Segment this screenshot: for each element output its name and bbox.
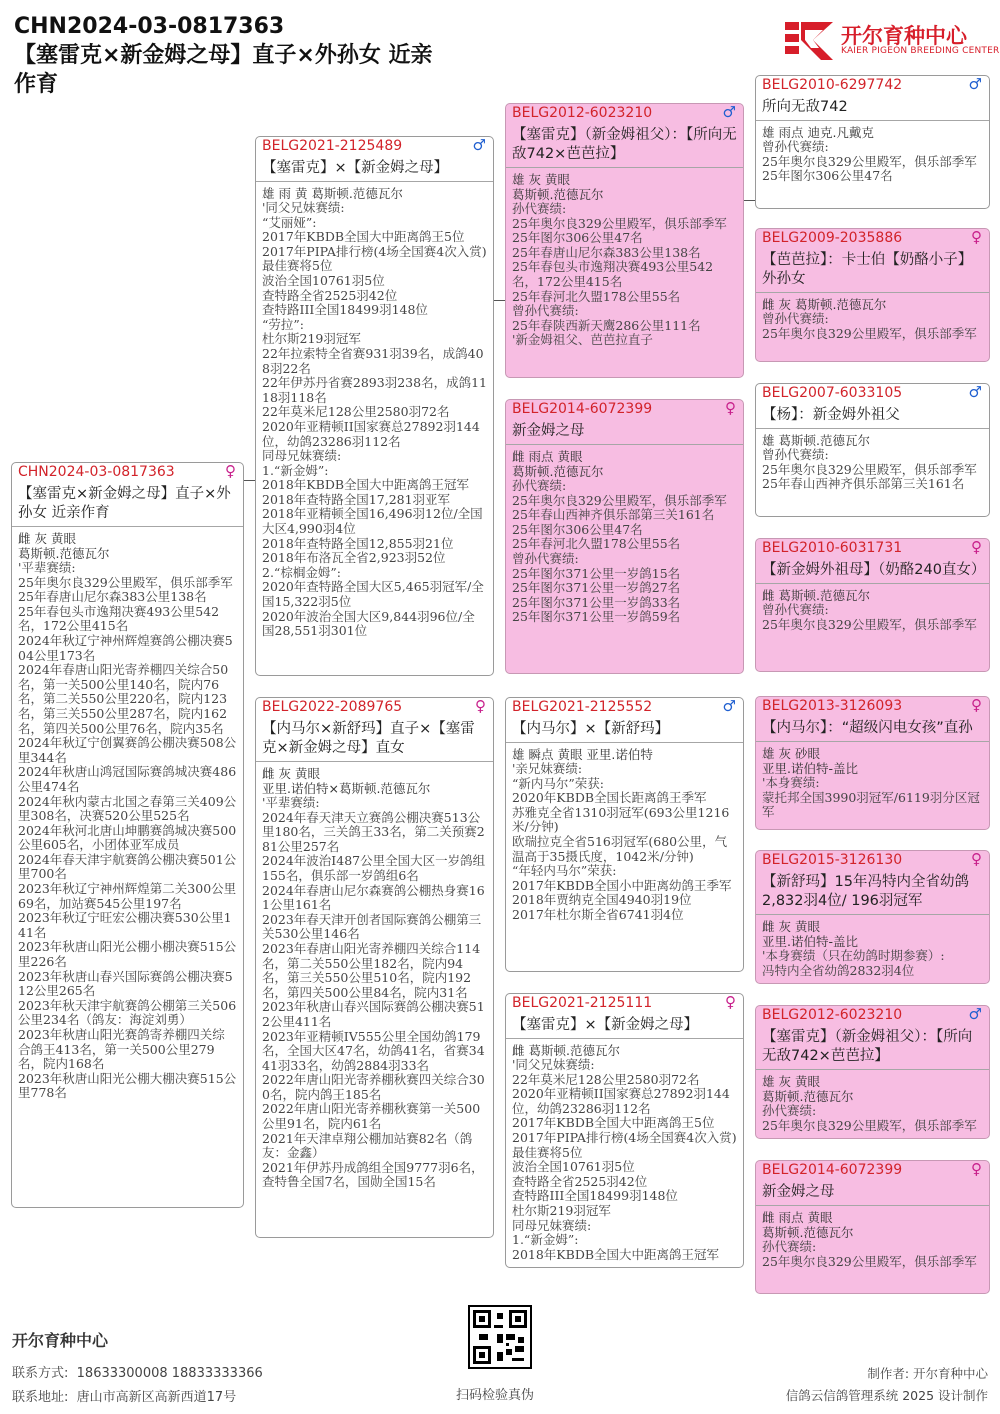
- sd-records: 孙代赛绩: 25年奥尔良329公里殿军，俱乐部季军 25年春山西神齐俱乐部第三关161名 25年图尔306公里47名 25年春河北久盟178公里55名 曾孙代赛绩: 25年图尔371公里一岁鸽15名 25年图尔371公里一岁鸽27名 25年图尔371公里一岁鸽33名 25年图尔371公里一岁鸽59名: [512, 478, 727, 625]
- sdd-name: 【新金姆外祖母】（奶酪240直女）: [762, 562, 986, 578]
- sd-name: 新金姆之母: [512, 423, 585, 439]
- ddd-info: 雌 雨点 黄眼: [762, 1210, 833, 1225]
- sdd-card[interactable]: [755, 538, 990, 672]
- ss-card[interactable]: [505, 103, 744, 378]
- sds-records: 曾孙代赛绩: 25年奥尔良329公里殿军，俱乐部季军 25年春山西神齐俱乐部第三关161名: [762, 447, 977, 492]
- address-label: 联系地址:: [12, 1390, 69, 1405]
- sds-card[interactable]: [755, 383, 990, 517]
- female-icon: ♀: [971, 696, 982, 714]
- scan-verify-text: 扫码检验真伪: [456, 1388, 535, 1403]
- subject-ring: CHN2024-03-0817363: [18, 464, 175, 480]
- ds-info: 雄 瞬点 黄眼 亚里.诺伯特: [512, 747, 653, 762]
- dam-ring: BELG2022-2089765: [262, 699, 403, 715]
- ds-name: 【内马尔】×【新舒玛】: [512, 721, 670, 737]
- sdd-ring: BELG2010-6031731: [762, 540, 903, 556]
- subject-breeder: 葛斯顿.范德瓦尔: [18, 546, 110, 561]
- sd-ring: BELG2014-6072399: [512, 401, 653, 417]
- ddd-breeder: 葛斯顿.范德瓦尔: [762, 1225, 854, 1240]
- female-icon: ♀: [725, 993, 736, 1011]
- ss-info: 雄 灰 黄眼: [512, 172, 570, 187]
- female-icon: ♀: [971, 228, 982, 246]
- ssd-records: 曾孙代赛绩: 25年奥尔良329公里殿军，俱乐部季军: [762, 311, 977, 341]
- dd-ring: BELG2021-2125111: [512, 995, 653, 1011]
- ss-name: 【塞雷克】（新金姆祖父）：【所向无敌742×芭芭拉】: [512, 127, 737, 162]
- subject-info: 雌 灰 黄眼: [18, 531, 76, 546]
- sdd-records: 曾孙代赛绩: 25年奥尔良329公里殿军，俱乐部季军: [762, 602, 977, 632]
- male-icon: ♂: [968, 1005, 982, 1023]
- title-line-1: 【塞雷克×新金姆之母】直子×外孙女 近亲: [14, 43, 433, 68]
- dsd-name: 【新舒玛】15年冯特内全省幼鸽2,832羽4位/ 196羽冠军: [762, 874, 969, 909]
- ddd-records: 孙代赛绩: 25年奥尔良329公里殿军，俱乐部季军: [762, 1239, 977, 1269]
- dds-breeder: 葛斯顿.范德瓦尔: [762, 1089, 854, 1104]
- footer-center-name: 开尔育种中心: [12, 1331, 109, 1350]
- dds-ring: BELG2012-6023210: [762, 1007, 903, 1023]
- dsd-records: '本身赛绩（只在幼鸽时期参赛）: 冯特内全省幼鸽2832羽4位: [762, 948, 945, 978]
- sds-info: 雄 葛斯顿.范德瓦尔: [762, 433, 870, 448]
- male-icon: ♂: [968, 383, 982, 401]
- connector-ss-sss: [744, 200, 755, 201]
- dsd-breeder: 亚里.诺伯特-盖比: [762, 934, 858, 949]
- sss-info: 雄 雨点 迪克.凡戴克: [762, 125, 874, 140]
- dd-card[interactable]: [505, 993, 744, 1268]
- dam-breeder: 亚里.诺伯特×葛斯顿.范德瓦尔: [262, 781, 431, 796]
- male-icon: ♂: [722, 103, 736, 121]
- sss-name: 所向无敌742: [762, 99, 848, 115]
- ssd-name: 【芭芭拉】：卡士伯【奶酪小子】 外孙女: [762, 252, 973, 287]
- male-icon: ♂: [472, 136, 486, 154]
- connector-subject-sire: [244, 480, 255, 481]
- footer-contact: [12, 1362, 263, 1381]
- sdd-info: 雌 葛斯顿.范德瓦尔: [762, 588, 870, 603]
- subject-records: '平辈赛绩: 25年奥尔良329公里殿军，俱乐部季军 25年春唐山尼尔森383公里138名 25年春包头市逸翔决赛493公里542名，172公里415名 2024年秋辽宁神州辉煌赛鸽公棚决赛504公里173名 2024年春唐山阳光寄养棚四关综合50名，第一关500公里140名，院内76名，第二关550公里220名，院内123名，第三关550公里287名，院内162名，第四关500公里76名，院内35名 2024年秋辽宁创翼赛鸽公棚决赛508公里344名 2024年秋唐山鸿冠国际赛鸽城决赛486公里474名 2024年秋内蒙古北国之春第三关409公里308名，决赛520公里525名 2024年秋河北唐山坤鹏赛鸽城决赛500公里605名，小团体亚军成员 2024年春天津宇航赛鸽公棚决赛501公里700名 2023年秋辽宁神州辉煌第二关300公里69名，加站赛545公里197名 2023年秋辽宁旺宏公棚决赛530公里141名 2023年秋唐山阳光公棚小棚决赛515公里226名 2023年秋唐山春兴国际赛鸽公棚决赛512公里265名 2023年秋天津宇航赛鸽公棚第三关506公里234名（鸽友：海淀刘勇） 2023年秋唐山阳光赛鸽寄养棚四关综合鸽王413名，第一关500公里279名，院内168名 2023年秋唐山阳光公棚大棚决赛515公里778名: [18, 560, 237, 1101]
- sss-records: 曾孙代赛绩: 25年奥尔良329公里殿军，俱乐部季军 25年图尔306公里47名: [762, 139, 977, 184]
- sire-info: 雄 雨 黄 葛斯顿.范德瓦尔: [262, 186, 403, 201]
- dds-card[interactable]: [755, 1005, 990, 1139]
- sire-records: '同父兄妹赛绩: “艾丽娅”: 2017年KBDB全国大中距离鸽王5位 2017年PIPA排行榜(4场全国赛4次入赏)最佳赛将5位 波治全国10761羽5位 查特路全省2525羽42位 查特路III全国18499羽148位 “劳拉”: 杜尔斯219羽冠军 22年拉索特全省赛931羽39名，成鸽408羽22名 22年伊苏丹省赛2893羽238名，成鸽1118羽118名 22年莫米尼128公里2580羽72名 2020年亚精顿II国家赛总27892羽144位，幼鸽23286羽112名 同母兄妹赛绩: 1.“新金姆”: 2018年KBDB全国大中距离鸽王冠军 2018年查特路全国17,281羽亚军 2018年亚精顿全国16,496羽12位/全国大区4,990羽4位 2018年查特路全国12,855羽21位 2018年布洛瓦全省2,923羽52位 2.“棕榈金姆”: 2020年查特路全国大区5,465羽冠军/全国15,322羽5位 2020年波治全国大区9,844羽96位/全国28,551羽301位: [262, 200, 487, 639]
- ddd-ring: BELG2014-6072399: [762, 1162, 903, 1178]
- dss-records: '本身赛绩: 蒙托邦全国3990羽冠军/6119羽分区冠军: [762, 775, 980, 820]
- dam-info: 雌 灰 黄眼: [262, 766, 320, 781]
- dd-name: 【塞雷克】×【新金姆之母】: [512, 1017, 699, 1033]
- sds-name: 【杨】：新金姆外祖父: [762, 407, 900, 423]
- male-icon: ♂: [722, 697, 736, 715]
- contact-label: 联系方式:: [12, 1366, 69, 1381]
- address-text: 唐山市高新区高新西道17号: [76, 1390, 237, 1405]
- footer-maker: 制作者: 开尔育种中心: [867, 1366, 988, 1381]
- brand-name: 开尔育种中心: [841, 24, 967, 48]
- ds-records: '亲兄妹赛绩: “新内马尔”荣获: 2020年KBDB全国长距离鸽王季军 苏雅克全省1310羽冠军(693公里1216米/分钟) 欧瑞拉克全省516羽冠军(680公里，气温高于35摄氏度，1042米/分钟) “年轻内马尔”荣获: 2017年KBDB全国小中距离幼鸽王季军 2018年贾纳克全国4940羽19位 2017年杜尔斯全省6741羽4位: [512, 761, 732, 922]
- female-icon: ♀: [971, 538, 982, 556]
- dam-name: 【内马尔×新舒玛】直子×【塞雷克×新金姆之母】直女: [262, 721, 475, 756]
- dss-info: 雄 灰 砂眼: [762, 746, 820, 761]
- dsd-card[interactable]: [755, 850, 990, 984]
- ss-breeder: 葛斯顿.范德瓦尔: [512, 187, 604, 202]
- ss-records: 孙代赛绩: 25年奥尔良329公里殿军，俱乐部季军 25年图尔306公里47名 25年春唐山尼尔森383公里138名 25年春包头市逸翔决赛493公里542名，172公里415名 25年春河北久盟178公里55名 曾孙代赛绩: 25年春陕西新天鹰286公里111名 '新金姆祖父、芭芭拉直子: [512, 201, 727, 348]
- ddd-name: 新金姆之母: [762, 1184, 835, 1200]
- sire-card[interactable]: [255, 136, 494, 676]
- sd-info: 雌 雨点 黄眼: [512, 449, 583, 464]
- qr-code-icon[interactable]: [468, 1305, 532, 1369]
- brand-logo: [783, 16, 1000, 66]
- dds-info: 雄 灰 黄眼: [762, 1074, 820, 1089]
- dd-records: '同父兄妹赛绩: 22年莫米尼128公里2580羽72名 2020年亚精顿II国家赛总27892羽144位，幼鸽23286羽112名 2017年KBDB全国大中距离鸽王5位 2017年PIPA排行榜(4场全国赛4次入赏)最佳赛将5位 波治全国10761羽5位 查特路全省2525羽42位 查特路III全国18499羽148位 杜尔斯219羽冠军 同母兄妹赛绩: 1.“新金姆”: 2018年KBDB全国大中距离鸽王冠军: [512, 1057, 737, 1262]
- dss-card[interactable]: [755, 696, 990, 830]
- sire-ring: BELG2021-2125489: [262, 138, 403, 154]
- dam-records: '平辈赛绩: 2024年春天津天立赛鸽公棚决赛513公里180名，三关鸽王33名，第二关预赛281公里257名 2024年波治Ⅰ487公里全国大区一岁鸽组155名，俱乐部一岁鸽组6名 2024年春唐山尼尔森赛鸽公棚热身赛161公里161名 2023年春天津开创者国际赛鸽公棚第三关530公里146名 2023年春唐山阳光寄养棚四关综合114名，第二关550公里182名，院内94名，第三关550公里510名，院内192名，第四关500公里84名，院内31名 2023年秋唐山春兴国际赛鸽公棚决赛512公里411名 2023年亚精顿IV555公里全国幼鸽179名，全国大区47名，幼鸽41名，省赛3441羽33名，幼鸽2884羽33名 2022年唐山阳光寄养棚秋赛四关综合300名，院内鸽王185名 2022年唐山阳光寄养棚秋赛第一关500公里91名，院内61名 2021年天津卓翔公棚加站赛82名（鸽友：金鑫） 2021年伊苏丹成鸽组全国9777羽6名，查特鲁全国7名，国勋全国15名: [262, 795, 486, 1190]
- dsd-info: 雌 灰 黄眼: [762, 919, 820, 934]
- kaier-logo-icon: [783, 18, 837, 64]
- brand-name-en: KAIER PIGEON BREEDING CENTER: [841, 46, 1000, 56]
- page-title: [14, 12, 494, 99]
- subject-card[interactable]: [11, 462, 244, 1208]
- ds-ring: BELG2021-2125552: [512, 699, 653, 715]
- female-icon: ♀: [971, 1160, 982, 1178]
- sd-card[interactable]: [505, 399, 744, 674]
- dsd-ring: BELG2015-3126130: [762, 852, 903, 868]
- connector-sire-ss: [494, 300, 505, 301]
- ssd-info: 雌 灰 葛斯顿.范德瓦尔: [762, 297, 887, 312]
- ssd-card[interactable]: [755, 228, 990, 362]
- contact-phones: 18633300008 18833333366: [76, 1366, 263, 1381]
- dds-records: 孙代赛绩: 25年奥尔良329公里殿军，俱乐部季军: [762, 1103, 977, 1133]
- male-icon: ♂: [968, 75, 982, 93]
- dss-name: 【内马尔】：“超级闪电女孩”直孙: [762, 720, 973, 736]
- ssd-ring: BELG2009-2035886: [762, 230, 903, 246]
- sds-ring: BELG2007-6033105: [762, 385, 903, 401]
- sss-ring: BELG2010-6297742: [762, 77, 903, 93]
- female-icon: ♀: [225, 462, 236, 480]
- dss-ring: BELG2013-3126093: [762, 698, 903, 714]
- dam-card[interactable]: [255, 697, 494, 1238]
- female-icon: ♀: [475, 697, 486, 715]
- female-icon: ♀: [725, 399, 736, 417]
- footer-address: [12, 1386, 236, 1405]
- dss-breeder: 亚里.诺伯特-盖比: [762, 761, 858, 776]
- ds-card[interactable]: [505, 697, 744, 972]
- sss-card[interactable]: [755, 75, 990, 209]
- female-icon: ♀: [971, 850, 982, 868]
- sd-breeder: 葛斯顿.范德瓦尔: [512, 464, 604, 479]
- dd-info: 雌 葛斯顿.范德瓦尔: [512, 1043, 620, 1058]
- subject-name: 【塞雷克×新金姆之母】直子×外孙女 近亲作育: [18, 486, 231, 521]
- title-ring: CHN2024-03-0817363: [14, 14, 285, 39]
- ss-ring: BELG2012-6023210: [512, 105, 653, 121]
- title-line-2: 作育: [14, 72, 59, 97]
- ddd-card[interactable]: [755, 1160, 990, 1294]
- sire-name: 【塞雷克】×【新金姆之母】: [262, 160, 449, 176]
- footer-system: 信鸽云信鸽管理系统 2025 设计制作: [785, 1388, 988, 1403]
- dds-name: 【塞雷克】（新金姆祖父）：【所向无敌742×芭芭拉】: [762, 1029, 973, 1064]
- qr-pattern: [470, 1307, 530, 1367]
